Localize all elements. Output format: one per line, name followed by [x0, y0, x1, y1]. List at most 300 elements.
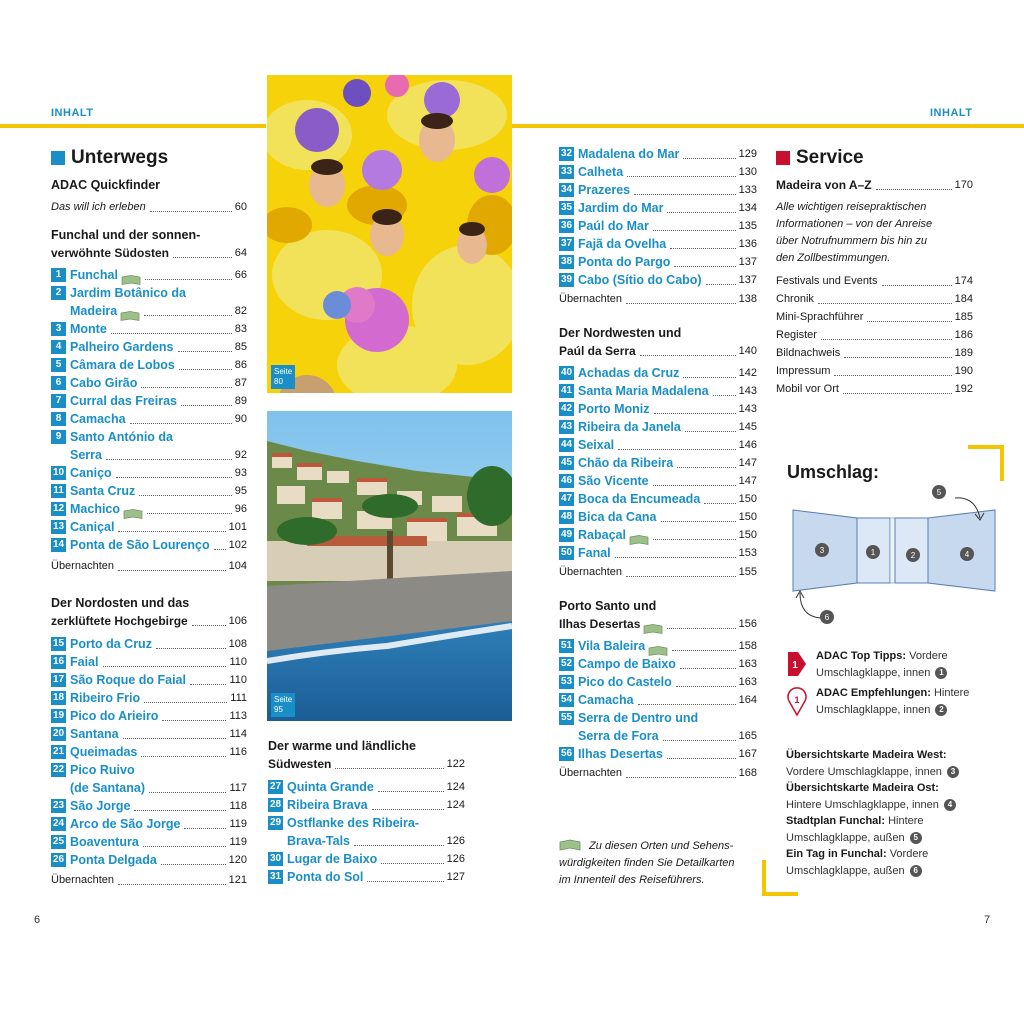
entry-title: Santa Maria Madalena [578, 384, 709, 398]
toc-entry-48[interactable] [559, 508, 757, 526]
entry-title: Arco de São Jorge [70, 817, 181, 831]
leader-dots [103, 666, 227, 667]
uebernachten-4-page: 155 [738, 566, 757, 578]
uebernachten-1-page: 104 [228, 560, 247, 572]
az-description-1: Alle wichtigen reisepraktischen [776, 201, 927, 213]
page-ref-badge-95[interactable]: Seite 95 [271, 693, 295, 717]
madeira-az-entry[interactable] [776, 176, 973, 194]
entry-page: 92 [234, 449, 247, 461]
entry-page: 150 [738, 511, 757, 523]
service-entry-2-label: Chronik [776, 293, 814, 305]
erleben-entry-label: Das will ich erleben [51, 201, 146, 213]
toc-entry-38[interactable] [559, 253, 757, 271]
leader-dots [106, 459, 232, 460]
empfehlungen-icon [786, 687, 808, 717]
diagram-marker-5 [932, 485, 946, 499]
toc-entry-41[interactable] [559, 382, 757, 400]
entry-number-badge: 25 [52, 836, 65, 847]
entry-title: Ostflanke des Ribeira- [287, 816, 419, 830]
uebernachten-5-page: 168 [738, 767, 757, 779]
leader-dots [818, 303, 952, 304]
entry-page: 110 [229, 674, 247, 686]
entry-page: 93 [234, 467, 247, 479]
entry-title: Quinta Grande [287, 780, 374, 794]
leader-dots [118, 531, 225, 532]
entry-number-badge: 16 [52, 656, 65, 667]
entry-page: 143 [738, 385, 757, 397]
toc-entry-53[interactable] [559, 673, 757, 691]
uebernachten-5-label: Übernachten [559, 767, 622, 779]
entry-title: Porto da Cruz [70, 637, 152, 651]
leader-dots [378, 791, 444, 792]
leader-dots [821, 339, 952, 340]
entry-page: 120 [228, 854, 247, 866]
toc-entry-33[interactable] [559, 163, 757, 181]
entry-title: Machico [70, 502, 121, 516]
toc-entry-56[interactable] [559, 745, 757, 763]
leader-dots [335, 768, 443, 769]
toc-entry-26[interactable] [51, 851, 247, 869]
leader-dots [111, 333, 232, 334]
entry-title: Pico do Arieiro [70, 709, 159, 723]
toc-entry-31[interactable] [268, 868, 465, 886]
uebernachten-2[interactable] [51, 871, 247, 889]
entry-title: Santa Cruz [70, 484, 136, 498]
region-nordwesten-line1: Der Nordwesten und [559, 326, 682, 340]
entry-number-badge: 41 [560, 385, 573, 396]
entry-number-badge: 49 [560, 529, 573, 540]
entry-page: 86 [234, 359, 247, 371]
toc-entry-16[interactable] [51, 653, 247, 671]
entry-title: Cabo (Sítio do Cabo) [578, 273, 702, 287]
svg-text:2: 2 [910, 551, 916, 560]
leader-dots [192, 625, 226, 626]
leader-dots [626, 777, 736, 778]
page-number-right: 7 [984, 914, 991, 926]
toc-entry-40[interactable] [559, 364, 757, 382]
uebernachten-4-label: Übernachten [559, 566, 622, 578]
toc-entry-52[interactable] [559, 655, 757, 673]
coast-village-image [267, 411, 512, 721]
cover-number-5: 5 [910, 832, 922, 844]
entry-number-badge: 50 [560, 547, 573, 558]
leader-dots [627, 176, 735, 177]
entry-page: 114 [229, 728, 247, 740]
service-entry-1-page: 174 [954, 275, 973, 287]
service-entry-5[interactable] [776, 344, 973, 362]
leader-dots [156, 648, 226, 649]
toc-entry-10[interactable] [51, 464, 247, 482]
leader-dots [161, 864, 226, 865]
entry-number-badge: 11 [51, 484, 66, 498]
entry-title: Vila Baleira [578, 639, 646, 653]
entry-title: Cabo Girão [70, 376, 138, 390]
entry-title-cont: Serra de Fora [578, 729, 659, 743]
entry-title: São Vicente [578, 474, 649, 488]
entry-page: 137 [738, 274, 757, 286]
region-nordosten-page: 106 [228, 615, 247, 627]
entry-title: Fajã da Ovelha [578, 237, 667, 251]
toc-entry-27[interactable] [268, 778, 465, 796]
entry-number-badge: 39 [560, 274, 573, 285]
region-suedwesten-page: 122 [446, 758, 465, 770]
entry-number-badge: 7 [51, 394, 66, 408]
leader-dots [141, 387, 231, 388]
diagram-marker-4 [960, 547, 974, 561]
toc-entry-51[interactable] [559, 637, 757, 655]
page-ref-badge-80[interactable]: Seite 80 [271, 365, 295, 389]
toc-entry-3[interactable] [51, 320, 247, 338]
leader-dots [181, 405, 232, 406]
leader-dots [149, 792, 226, 793]
uebernachten-2-label: Übernachten [51, 874, 114, 886]
entry-number-badge: 56 [560, 748, 573, 759]
entry-page: 111 [230, 692, 247, 704]
entry-number-badge: 3 [51, 322, 66, 336]
leader-dots [676, 686, 736, 687]
entry-title: Ponta do Pargo [578, 255, 671, 269]
entry-title-cont: Serra [70, 448, 102, 462]
toc-entry-24[interactable] [51, 815, 247, 833]
diagram-marker-2 [906, 548, 920, 562]
entry-page: 119 [229, 818, 247, 830]
svg-text:3: 3 [819, 546, 825, 555]
entry-title: Chão da Ribeira [578, 456, 674, 470]
entry-page: 147 [738, 475, 757, 487]
entry-page: 119 [229, 836, 247, 848]
region-nordwesten-line2: Paúl da Serra [559, 344, 636, 358]
entry-title: Serra de Dentro und [578, 711, 699, 725]
toc-entry-47[interactable] [559, 490, 757, 508]
leader-dots [844, 357, 951, 358]
toc-entry-13[interactable] [51, 518, 247, 536]
entry-page: 145 [738, 421, 757, 433]
toc-entry-23[interactable] [51, 797, 247, 815]
leader-dots [618, 449, 736, 450]
entry-number-badge: 15 [52, 638, 65, 649]
toc-entry-5[interactable] [51, 356, 247, 374]
leader-dots [162, 720, 226, 721]
toc-entry-55-cont[interactable] [559, 727, 757, 745]
entry-page: 83 [234, 323, 247, 335]
svg-text:6: 6 [824, 613, 830, 622]
toc-entry-15[interactable] [51, 635, 247, 653]
leader-dots [179, 369, 232, 370]
leader-dots [144, 315, 232, 316]
leader-dots [667, 758, 736, 759]
toc-entry-34[interactable] [559, 181, 757, 199]
entry-number-badge: 13 [52, 521, 65, 532]
cover-number-2: 2 [935, 704, 947, 716]
service-entry-2-page: 184 [954, 293, 973, 305]
toc-entry-11[interactable] [51, 482, 247, 500]
toc-entry-54[interactable] [559, 691, 757, 709]
header-rule-left [0, 124, 266, 128]
toc-entry-2[interactable] [51, 284, 247, 302]
entry-title: Camacha [578, 693, 634, 707]
toc-entry-35[interactable] [559, 199, 757, 217]
toc-entry-32[interactable] [559, 145, 757, 163]
region-suedosten[interactable] [51, 244, 247, 262]
entry-page: 124 [446, 781, 465, 793]
toc-entry-9[interactable] [51, 428, 247, 446]
uebernachten-5[interactable] [559, 764, 757, 782]
toc-entry-18[interactable] [51, 689, 247, 707]
leader-dots [147, 513, 232, 514]
leader-dots [674, 266, 735, 267]
entry-number-badge: 4 [51, 340, 66, 354]
toc-entry-1[interactable] [51, 266, 247, 284]
entry-page: 133 [738, 184, 757, 196]
diagram-marker-3 [815, 543, 829, 557]
toc-entry-6[interactable] [51, 374, 247, 392]
toc-entry-4[interactable] [51, 338, 247, 356]
toc-entry-46[interactable] [559, 472, 757, 490]
leader-dots [677, 467, 735, 468]
leader-dots [638, 704, 736, 705]
service-entry-3[interactable] [776, 308, 973, 326]
entry-page: 129 [738, 148, 757, 160]
entry-title: Ribeira da Janela [578, 420, 681, 434]
entry-title-cont: Madeira [70, 304, 118, 318]
entry-page: 116 [229, 746, 247, 758]
entry-number-badge: 40 [560, 367, 573, 378]
toc-entry-49[interactable] [559, 526, 757, 544]
entry-page: 108 [228, 638, 247, 650]
service-entry-1[interactable] [776, 272, 973, 290]
header-rule-right [512, 124, 1024, 128]
service-entry-7[interactable] [776, 380, 973, 398]
leader-dots [173, 257, 232, 258]
az-description-2: Informationen – von der Anreise [776, 218, 933, 230]
az-description-3: über Notrufnummern bis hin zu [776, 235, 928, 247]
erleben-entry[interactable] [51, 198, 247, 216]
entry-page: 127 [446, 871, 465, 883]
header-label-right: INHALT [930, 107, 973, 119]
entry-number-badge: 31 [269, 871, 282, 882]
toc-entry-8[interactable] [51, 410, 247, 428]
entry-page: 95 [234, 485, 247, 497]
entry-page: 117 [229, 782, 247, 794]
entry-page: 167 [738, 748, 757, 760]
entry-number-badge: 5 [51, 358, 66, 372]
region-suedosten-line2: verwöhnte Südosten [51, 246, 170, 260]
entry-page: 153 [738, 547, 757, 559]
leader-dots [626, 303, 736, 304]
service-entry-4[interactable] [776, 326, 973, 344]
leader-dots [118, 570, 226, 571]
service-entry-5-page: 189 [954, 347, 973, 359]
entry-title: Madalena do Mar [578, 147, 680, 161]
leader-dots [834, 375, 951, 376]
toc-entry-29[interactable] [268, 814, 465, 832]
toc-entry-44[interactable] [559, 436, 757, 454]
cover-number-3: 3 [947, 766, 959, 778]
cover-number-4: 4 [944, 799, 956, 811]
entry-title: Boca da Encumeada [578, 492, 701, 506]
toc-entry-9-cont[interactable] [51, 446, 247, 464]
entry-title: Calheta [578, 165, 624, 179]
toc-entry-55[interactable] [559, 709, 757, 727]
cover-number-1: 1 [935, 667, 947, 679]
toc-entry-30[interactable] [268, 850, 465, 868]
entry-page: 137 [738, 256, 757, 268]
service-entry-7-page: 192 [954, 383, 973, 395]
toc-entry-2-cont[interactable] [51, 302, 247, 320]
toc-entry-25[interactable] [51, 833, 247, 851]
entry-title: São Jorge [70, 799, 131, 813]
entry-number-badge: 36 [560, 220, 573, 231]
entry-page: 90 [234, 413, 247, 425]
entry-page: 150 [738, 493, 757, 505]
leader-dots [667, 212, 735, 213]
entry-number-badge: 24 [52, 818, 65, 829]
leader-dots [680, 668, 736, 669]
empfehlungen-text: ADAC Empfehlungen: Hintere Umschlagklappe, innen 2 [816, 687, 970, 716]
entry-page: 124 [446, 799, 465, 811]
leader-dots [214, 549, 226, 550]
toc-entry-19[interactable] [51, 707, 247, 725]
coast-village-photo [267, 411, 512, 721]
leader-dots [143, 846, 227, 847]
entry-number-badge: 26 [52, 854, 65, 865]
region-nordosten[interactable] [51, 612, 247, 630]
entry-number-badge: 12 [52, 503, 65, 514]
toc-entry-37[interactable] [559, 235, 757, 253]
entry-page: 110 [229, 656, 247, 668]
region-porto-santo-page: 156 [738, 618, 757, 630]
entry-number-badge: 51 [560, 640, 573, 651]
leader-dots [139, 495, 231, 496]
entry-title: Prazeres [578, 183, 631, 197]
diagram-marker-1 [866, 545, 880, 559]
leader-dots [123, 738, 227, 739]
entry-title: Pico Ruivo [70, 763, 135, 777]
toc-entry-21[interactable] [51, 743, 247, 761]
leader-dots [882, 285, 952, 286]
entry-title: Ilhas Desertas [578, 747, 663, 761]
region-nordwesten[interactable] [559, 342, 757, 360]
toc-entry-22[interactable] [51, 761, 247, 779]
toc-entry-28[interactable] [268, 796, 465, 814]
toc-entry-42[interactable] [559, 400, 757, 418]
toc-entry-43[interactable] [559, 418, 757, 436]
entry-number-badge: 35 [560, 202, 573, 213]
page-number-left: 6 [34, 914, 41, 926]
entry-page: 134 [738, 202, 757, 214]
entry-number-badge: 42 [560, 403, 573, 414]
toc-entry-50[interactable] [559, 544, 757, 562]
region-suedosten-page: 64 [234, 247, 247, 259]
entry-number-badge: 53 [560, 676, 573, 687]
entry-number-badge: 37 [560, 238, 573, 249]
entry-title: Ponta de São Lourenço [70, 538, 210, 552]
entry-page: 118 [229, 800, 247, 812]
entry-number-badge: 21 [52, 746, 65, 757]
region-porto-santo[interactable] [559, 615, 757, 633]
region-suedosten-line1: Funchal und der sonnen- [51, 228, 201, 242]
entry-title: Santo António da [70, 430, 173, 444]
leader-dots [653, 230, 736, 231]
map-book-icon [648, 643, 668, 653]
uebernachten-3-page: 138 [738, 293, 757, 305]
leader-dots [867, 321, 951, 322]
entry-page: 96 [234, 503, 247, 515]
entry-number-badge: 45 [560, 457, 573, 468]
map-book-icon [559, 838, 581, 850]
toc-entry-39[interactable] [559, 271, 757, 289]
toc-entry-17[interactable] [51, 671, 247, 689]
entry-page: 158 [738, 640, 757, 652]
entry-title: Jardim do Mar [578, 201, 664, 215]
entry-page: 135 [738, 220, 757, 232]
toc-entry-20[interactable] [51, 725, 247, 743]
toc-entry-7[interactable] [51, 392, 247, 410]
region-nordwesten-page: 140 [738, 345, 757, 357]
service-entry-3-label: Mini-Sprachführer [776, 311, 864, 323]
uebernachten-2-page: 121 [228, 874, 247, 886]
entry-title: Ponta Delgada [70, 853, 157, 867]
entry-page: 146 [738, 439, 757, 451]
leader-dots [683, 158, 735, 159]
leader-dots [190, 684, 226, 685]
toc-entry-29-cont[interactable] [268, 832, 465, 850]
toc-entry-45[interactable] [559, 454, 757, 472]
region-porto-santo-line1: Porto Santo und [559, 599, 657, 613]
entry-title: Achadas da Cruz [578, 366, 680, 380]
top-tipps-text: ADAC Top Tipps: Vordere Umschlagklappe, innen 1 [816, 650, 948, 679]
service-entry-7-label: Mobil vor Ort [776, 383, 839, 395]
entry-title: Caniço [70, 466, 112, 480]
entry-title: Porto Moniz [578, 402, 650, 416]
region-porto-santo-line2: Ilhas Desertas [559, 617, 641, 631]
toc-entry-12[interactable] [51, 500, 247, 518]
entry-title: Funchal [70, 268, 118, 282]
leader-dots [144, 702, 227, 703]
service-entry-3-page: 185 [954, 311, 973, 323]
leader-dots [653, 485, 736, 486]
toc-entry-36[interactable] [559, 217, 757, 235]
service-entry-2[interactable] [776, 290, 973, 308]
entry-title: Ribeiro Frio [70, 691, 141, 705]
region-suedwesten[interactable] [268, 755, 465, 773]
entry-title: Monte [70, 322, 107, 336]
entry-number-badge: 18 [52, 692, 65, 703]
uebernachten-1[interactable] [51, 557, 247, 575]
entry-page: 126 [446, 835, 465, 847]
svg-text:1: 1 [792, 660, 798, 671]
entry-page: 143 [738, 403, 757, 415]
toc-entry-14[interactable] [51, 536, 247, 554]
entry-number-badge: 9 [51, 430, 66, 444]
toc-entry-22-cont[interactable] [51, 779, 247, 797]
entry-number-badge: 20 [52, 728, 65, 739]
entry-title-cont: (de Santana) [70, 781, 146, 795]
entry-number-badge: 28 [269, 799, 282, 810]
map-book-icon [629, 532, 649, 542]
entry-number-badge: 6 [51, 376, 66, 390]
leader-dots [706, 284, 736, 285]
entry-number-badge: 46 [560, 475, 573, 486]
leader-dots [150, 211, 232, 212]
uebernachten-4[interactable] [559, 563, 757, 581]
cover-map-list: Übersichtskarte Madeira West: Vordere Umschlagklappe, innen 3 Übersichtskarte Madeira Ost: Hintere Umschlagklappe, innen 4 Stadtplan Funchal: Hintere Umschlagklappe, außen 5 Ein Tag in Funchal: Vordere Umschlagklappe, außen 6 [786, 747, 959, 879]
service-entry-6[interactable] [776, 362, 973, 380]
uebernachten-3[interactable] [559, 290, 757, 308]
service-entry-5-label: Bildnachweis [776, 347, 841, 359]
entry-title: Lugar de Baixo [287, 852, 378, 866]
entry-number-badge: 33 [560, 166, 573, 177]
